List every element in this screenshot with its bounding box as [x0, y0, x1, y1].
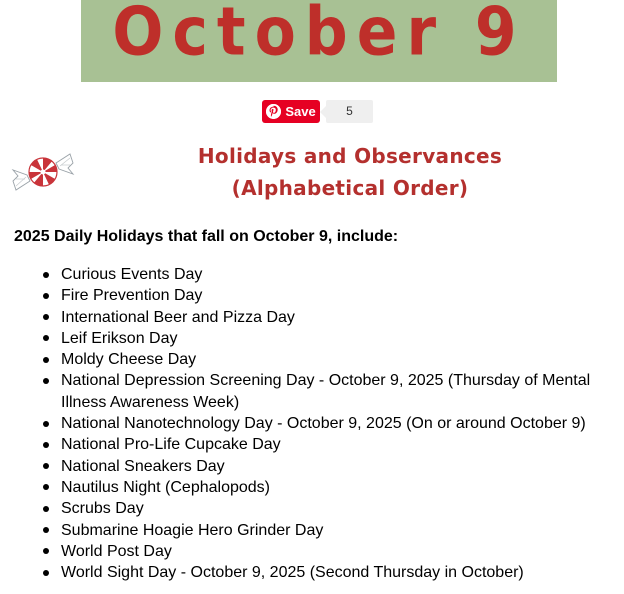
pinterest-icon	[266, 104, 281, 119]
list-item: Leif Erikson Day	[61, 328, 606, 349]
date-banner-title: October 9	[112, 0, 526, 72]
list-item: National Sneakers Day	[61, 456, 606, 477]
list-item: Scrubs Day	[61, 498, 606, 519]
list-item: Nautilus Night (Cephalopods)	[61, 477, 606, 498]
list-item: World Sight Day - October 9, 2025 (Second Thursday in October)	[61, 562, 606, 583]
list-item: Curious Events Day	[61, 264, 606, 285]
pinterest-save-count: 5	[326, 100, 373, 123]
page-heading-line-1: Holidays and Observances	[197, 144, 503, 168]
pinterest-save-button[interactable]	[262, 100, 320, 123]
list-item: Submarine Hoagie Hero Grinder Day	[61, 520, 606, 541]
holiday-list	[61, 264, 606, 583]
list-item: International Beer and Pizza Day	[61, 307, 606, 328]
peppermint-candy-icon	[10, 148, 76, 196]
list-item: National Nanotechnology Day - October 9, 2025 (On or around October 9)	[61, 413, 606, 434]
date-banner	[81, 0, 557, 82]
list-item: World Post Day	[61, 541, 606, 562]
holidays-intro: 2025 Daily Holidays that fall on October 9, include:	[14, 228, 399, 245]
page-heading-line-2: (Alphabetical Order)	[231, 176, 469, 200]
list-item: National Pro-Life Cupcake Day	[61, 434, 606, 455]
pinterest-save-widget	[262, 99, 373, 123]
list-item: Moldy Cheese Day	[61, 349, 606, 370]
list-item: National Depression Screening Day - October 9, 2025 (Thursday of Mental Illness Awareness Week)	[61, 370, 606, 413]
pinterest-save-label: Save	[285, 103, 316, 119]
list-item: Fire Prevention Day	[61, 285, 606, 306]
